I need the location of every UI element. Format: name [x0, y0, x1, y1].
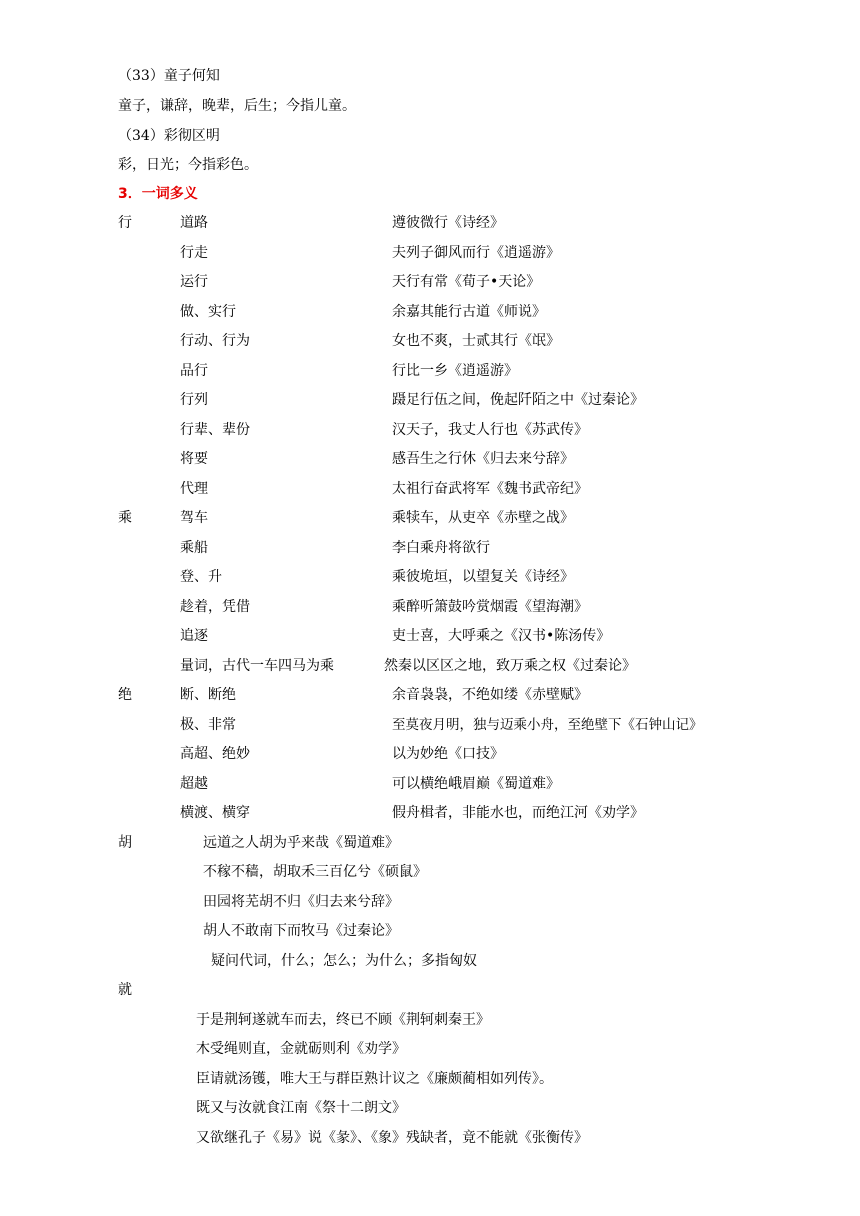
example-xing-6: 行比一乡《逍遥游》 [392, 363, 518, 379]
meaning-xing-6: 品行 [180, 363, 208, 379]
meaning-xing-2: 行走 [180, 245, 208, 261]
hu-line-3: 田园将芜胡不归《归去来兮辞》 [203, 894, 399, 910]
meaning-xing-7: 行列 [180, 392, 208, 408]
meaning-xing-5: 行动、行为 [180, 333, 250, 349]
hu-line-1: 远道之人胡为乎来哉《蜀道难》 [203, 835, 399, 851]
meaning-cheng-6: 量词，古代一车四马为乘 [180, 658, 334, 674]
headword-hu: 胡 [118, 835, 132, 851]
example-jue-2: 至莫夜月明，独与迈乘小舟，至绝壁下《石钟山记》 [392, 717, 703, 733]
jiu-line-4: 既又与汝就食江南《祭十二朗文》 [196, 1100, 406, 1116]
headword-xing: 行 [118, 215, 132, 231]
jiu-line-2: 木受绳则直，金就砺则利《劝学》 [196, 1041, 406, 1057]
meaning-cheng-5: 追逐 [180, 628, 208, 644]
example-jue-1: 余音袅袅，不绝如缕《赤壁赋》 [392, 687, 588, 703]
meaning-xing-8: 行辈、辈份 [180, 422, 250, 438]
meaning-xing-9: 将要 [180, 451, 208, 467]
hu-line-2: 不稼不穑，胡取禾三百亿兮《硕鼠》 [203, 864, 427, 880]
example-cheng-3: 乘彼垝垣，以望复关《诗经》 [392, 569, 574, 585]
example-xing-5: 女也不爽，士贰其行《氓》 [392, 333, 560, 349]
meaning-cheng-1: 驾车 [180, 510, 208, 526]
headword-jue: 绝 [118, 687, 132, 703]
headword-cheng: 乘 [118, 510, 132, 526]
meaning-cheng-4: 趁着，凭借 [180, 599, 250, 615]
example-xing-8: 汉天子，我丈人行也《苏武传》 [392, 422, 588, 438]
meaning-xing-4: 做、实行 [180, 304, 236, 320]
meaning-jue-1: 断、断绝 [180, 687, 236, 703]
intro-line-2: 童子，谦辞，晚辈，后生；今指儿童。 [118, 98, 356, 114]
hu-line-4: 胡人不敢南下而牧马《过秦论》 [203, 923, 399, 939]
example-xing-10: 太祖行奋武将军《魏书武帝纪》 [392, 481, 588, 497]
meaning-jue-3: 高超、绝妙 [180, 746, 250, 762]
meaning-jue-2: 极、非常 [180, 717, 236, 733]
example-cheng-2: 李白乘舟将欲行 [392, 540, 490, 556]
example-xing-7: 蹑足行伍之间，俛起阡陌之中《过秦论》 [392, 392, 644, 408]
example-xing-3: 天行有常《荀子•天论》 [392, 274, 541, 290]
jiu-line-5: 又欲继孔子《易》说《彖》、《象》残缺者，竟不能就《张衡传》 [196, 1130, 588, 1146]
meaning-cheng-2: 乘船 [180, 540, 208, 556]
hu-note: 疑问代词，什么；怎么；为什么；多指匈奴 [211, 953, 477, 969]
headword-jiu: 就 [118, 982, 132, 998]
section-heading: 3．一词多义 [118, 186, 198, 202]
example-cheng-4: 乘醉听箫鼓吟赏烟霞《望海潮》 [392, 599, 588, 615]
jiu-line-3: 臣请就汤镬，唯大王与群臣熟计议之《廉颇蔺相如列传》。 [196, 1071, 553, 1087]
example-jue-3: 以为妙绝《口技》 [392, 746, 504, 762]
meaning-jue-5: 横渡、横穿 [180, 805, 250, 821]
intro-line-4: 彩，日光；今指彩色。 [118, 157, 258, 173]
example-cheng-6: 然秦以区区之地，致万乘之权《过秦论》 [384, 658, 636, 674]
example-xing-4: 余嘉其能行古道《师说》 [392, 304, 546, 320]
example-xing-2: 夫列子御风而行《逍遥游》 [392, 245, 560, 261]
example-xing-1: 遵彼微行《诗经》 [392, 215, 504, 231]
meaning-xing-3: 运行 [180, 274, 208, 290]
example-jue-5: 假舟楫者，非能水也，而绝江河《劝学》 [392, 805, 644, 821]
example-jue-4: 可以横绝峨眉巅《蜀道难》 [392, 776, 560, 792]
meaning-xing-10: 代理 [180, 481, 208, 497]
meaning-xing-1: 道路 [180, 215, 208, 231]
intro-line-1: （33）童子何知 [118, 68, 220, 84]
example-cheng-5: 吏士喜，大呼乘之《汉书•陈汤传》 [392, 628, 611, 644]
intro-line-3: （34）彩彻区明 [118, 128, 220, 144]
example-cheng-1: 乘犊车，从吏卒《赤壁之战》 [392, 510, 574, 526]
example-xing-9: 感吾生之行休《归去来兮辞》 [392, 451, 574, 467]
jiu-line-1: 于是荆轲遂就车而去，终已不顾《荆轲刺秦王》 [196, 1012, 490, 1028]
meaning-cheng-3: 登、升 [180, 569, 222, 585]
meaning-jue-4: 超越 [180, 776, 208, 792]
